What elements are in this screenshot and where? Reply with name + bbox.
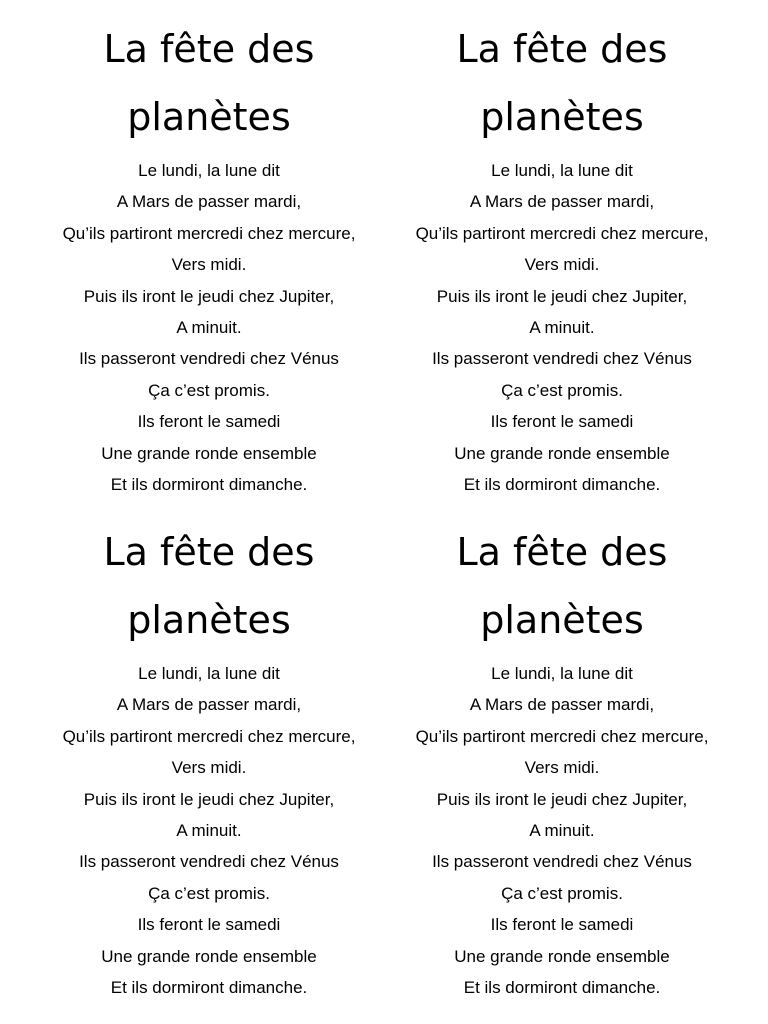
verse-line: Vers midi.: [171, 255, 247, 275]
verse-line: Vers midi.: [524, 758, 600, 778]
verse-line: Puis ils iront le jeudi chez Jupiter,: [83, 286, 335, 306]
poem-verses: [29, 658, 389, 1003]
poem-verses: [382, 155, 742, 500]
poem-title: [29, 15, 389, 151]
poem-title: [382, 518, 742, 654]
poem-title-line-1: La fête des: [456, 27, 668, 71]
verse-line: Ils feront le samedi: [490, 412, 634, 432]
poem-title-line-1: La fête des: [103, 27, 315, 71]
verse-line: A minuit.: [176, 821, 242, 841]
poem-title-line-2: planètes: [480, 598, 644, 642]
poem-copy-bottom-left: [29, 518, 389, 1003]
poem-title: [382, 15, 742, 151]
verse-line: Le lundi, la lune dit: [138, 664, 280, 683]
verse-line: A Mars de passer mardi,: [469, 695, 655, 715]
verse-line: Qu’ils partiront mercredi chez mercure,: [415, 223, 709, 243]
verse-line: A Mars de passer mardi,: [116, 192, 302, 212]
verse-line: Le lundi, la lune dit: [491, 664, 633, 683]
verse-line: Et ils dormiront dimanche.: [463, 978, 661, 998]
verse-line: Ils feront le samedi: [137, 915, 281, 935]
poem-copy-bottom-right: [382, 518, 742, 1003]
verse-line: A minuit.: [176, 318, 242, 338]
verse-line: Ça c’est promis.: [501, 883, 623, 903]
verse-line: Ils feront le samedi: [490, 915, 634, 935]
verse-line: Ils passeront vendredi chez Vénus: [79, 349, 339, 369]
verse-line: Qu’ils partiront mercredi chez mercure,: [62, 726, 356, 746]
verse-line: Une grande ronde ensemble: [454, 946, 670, 966]
verse-line: Puis ils iront le jeudi chez Jupiter,: [83, 789, 335, 809]
verse-line: Ils passeront vendredi chez Vénus: [432, 852, 692, 872]
verse-line: Vers midi.: [171, 758, 247, 778]
verse-line: A minuit.: [529, 318, 595, 338]
poem-title-line-2: planètes: [480, 95, 644, 139]
verse-line: Une grande ronde ensemble: [101, 946, 317, 966]
poem-title: [29, 518, 389, 654]
poem-title-line-1: La fête des: [103, 530, 315, 574]
verse-line: Ça c’est promis.: [501, 380, 623, 400]
verse-line: A Mars de passer mardi,: [116, 695, 302, 715]
verse-line: Et ils dormiront dimanche.: [110, 475, 308, 495]
verse-line: Une grande ronde ensemble: [454, 443, 670, 463]
verse-line: Puis ils iront le jeudi chez Jupiter,: [436, 789, 688, 809]
verse-line: Puis ils iront le jeudi chez Jupiter,: [436, 286, 688, 306]
verse-line: Une grande ronde ensemble: [101, 443, 317, 463]
verse-line: Le lundi, la lune dit: [138, 161, 280, 180]
verse-line: Le lundi, la lune dit: [491, 161, 633, 180]
poem-title-line-2: planètes: [127, 95, 291, 139]
poem-copy-top-left: [29, 15, 389, 500]
verse-line: Qu’ils partiront mercredi chez mercure,: [415, 726, 709, 746]
verse-line: Et ils dormiront dimanche.: [463, 475, 661, 495]
poem-verses: [29, 155, 389, 500]
poem-verses: [382, 658, 742, 1003]
verse-line: Ils feront le samedi: [137, 412, 281, 432]
verse-line: Et ils dormiront dimanche.: [110, 978, 308, 998]
verse-line: A minuit.: [529, 821, 595, 841]
verse-line: Ça c’est promis.: [148, 883, 270, 903]
verse-line: Ils passeront vendredi chez Vénus: [432, 349, 692, 369]
verse-line: Qu’ils partiront mercredi chez mercure,: [62, 223, 356, 243]
poem-title-line-2: planètes: [127, 598, 291, 642]
poem-copy-top-right: [382, 15, 742, 500]
verse-line: Ils passeront vendredi chez Vénus: [79, 852, 339, 872]
verse-line: Vers midi.: [524, 255, 600, 275]
verse-line: Ça c’est promis.: [148, 380, 270, 400]
verse-line: A Mars de passer mardi,: [469, 192, 655, 212]
poem-title-line-1: La fête des: [456, 530, 668, 574]
